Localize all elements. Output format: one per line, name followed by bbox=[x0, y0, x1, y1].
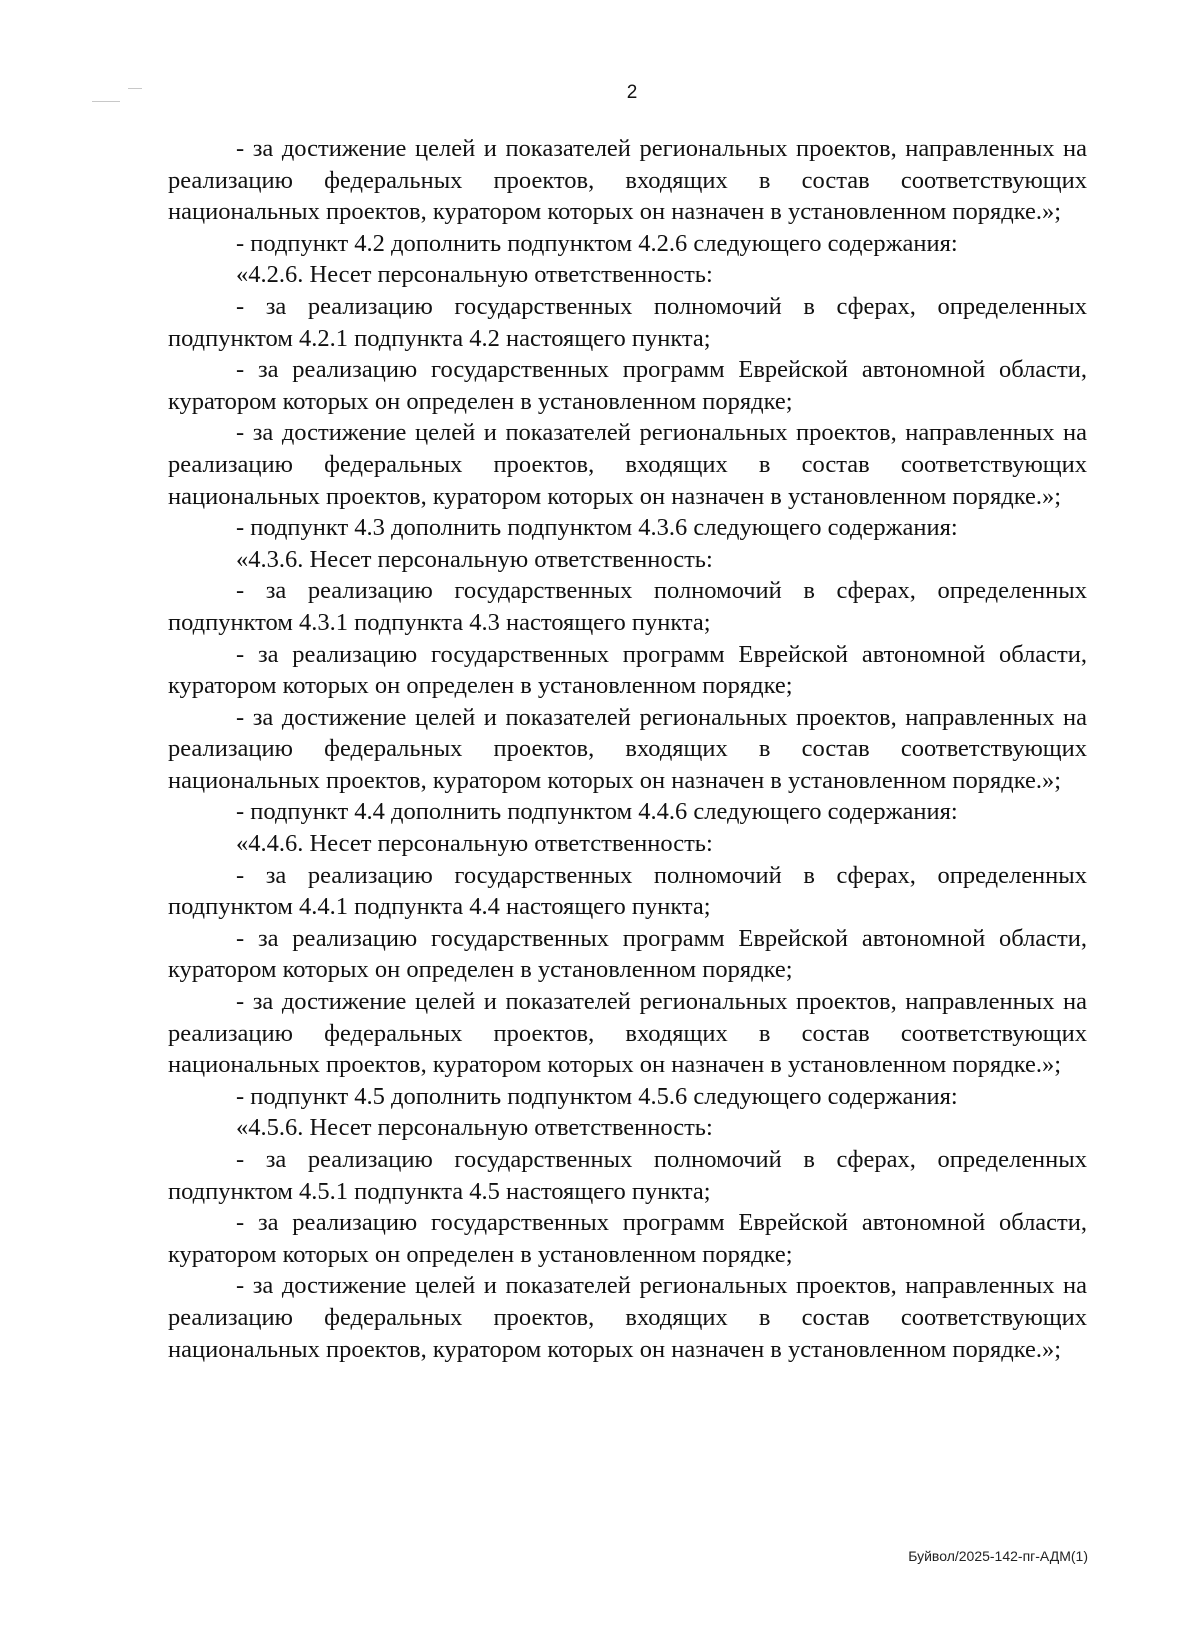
paragraph: «4.2.6. Несет персональную ответственность: bbox=[236, 261, 713, 289]
paragraph: - подпункт 4.5 дополнить подпунктом 4.5.6 следующего содержания: bbox=[236, 1082, 958, 1110]
paragraph: - подпункт 4.3 дополнить подпунктом 4.3.6 следующего содержания: bbox=[236, 514, 958, 542]
paragraph: - за реализацию государственных полномочий в сферах, определенных подпунктом 4.2.1 подпункта 4.2 настоящего пункта; bbox=[168, 292, 1087, 352]
document-body bbox=[168, 133, 1087, 1365]
paragraph: «4.3.6. Несет персональную ответственность: bbox=[236, 545, 713, 573]
paragraph: - за реализацию государственных полномочий в сферах, определенных подпунктом 4.5.1 подпункта 4.5 настоящего пункта; bbox=[168, 1146, 1087, 1205]
paragraph: - за достижение целей и показателей региональных проектов, направленных на реализацию федеральных проектов, входящих в состав соответствующих национальных проектов, куратором которых он назначен в установленном порядке.»; bbox=[168, 419, 1087, 510]
paragraph: - подпункт 4.4 дополнить подпунктом 4.4.6 следующего содержания: bbox=[236, 798, 958, 826]
page-number: 2 bbox=[626, 82, 638, 103]
paragraph: - за реализацию государственных программ Еврейской автономной области, куратором которых он определен в установленном порядке; bbox=[168, 640, 1087, 700]
paragraph: «4.4.6. Несет персональную ответственность: bbox=[236, 830, 713, 858]
paragraph: - за реализацию государственных полномочий в сферах, определенных подпунктом 4.4.1 подпункта 4.4 настоящего пункта; bbox=[168, 861, 1087, 921]
paragraph: - за достижение целей и показателей региональных проектов, направленных на реализацию федеральных проектов, входящих в состав соответствующих национальных проектов, куратором которых он назначен в установленном порядке.»; bbox=[168, 1272, 1087, 1363]
paragraph: - за достижение целей и показателей региональных проектов, направленных на реализацию федеральных проектов, входящих в состав соответствующих национальных проектов, куратором которых он назначен в установленном порядке.»; bbox=[168, 988, 1087, 1079]
paragraph: - подпункт 4.2 дополнить подпунктом 4.2.6 следующего содержания: bbox=[236, 229, 958, 257]
paragraph: - за реализацию государственных программ Еврейской автономной области, куратором которых он определен в установленном порядке; bbox=[168, 1209, 1087, 1268]
paragraph: «4.5.6. Несет персональную ответственность: bbox=[236, 1114, 713, 1142]
paragraph: - за реализацию государственных программ Еврейской автономной области, куратором которых он определен в установленном порядке; bbox=[168, 924, 1087, 984]
paragraph: - за реализацию государственных полномочий в сферах, определенных подпунктом 4.3.1 подпункта 4.3 настоящего пункта; bbox=[168, 577, 1087, 636]
paragraph: - за достижение целей и показателей региональных проектов, направленных на реализацию федеральных проектов, входящих в состав соответствующих национальных проектов, куратором которых он назначен в установленном порядке.»; bbox=[168, 703, 1087, 794]
document-code: Буйвол/2025-142-пг-АДМ(1) bbox=[908, 1548, 1088, 1564]
paragraph: - за реализацию государственных программ Еврейской автономной области, куратором которых он определен в установленном порядке; bbox=[168, 356, 1087, 415]
paragraph: - за достижение целей и показателей региональных проектов, направленных на реализацию федеральных проектов, входящих в состав соответствующих национальных проектов, куратором которых он назначен в установленном порядке.»; bbox=[168, 135, 1087, 226]
